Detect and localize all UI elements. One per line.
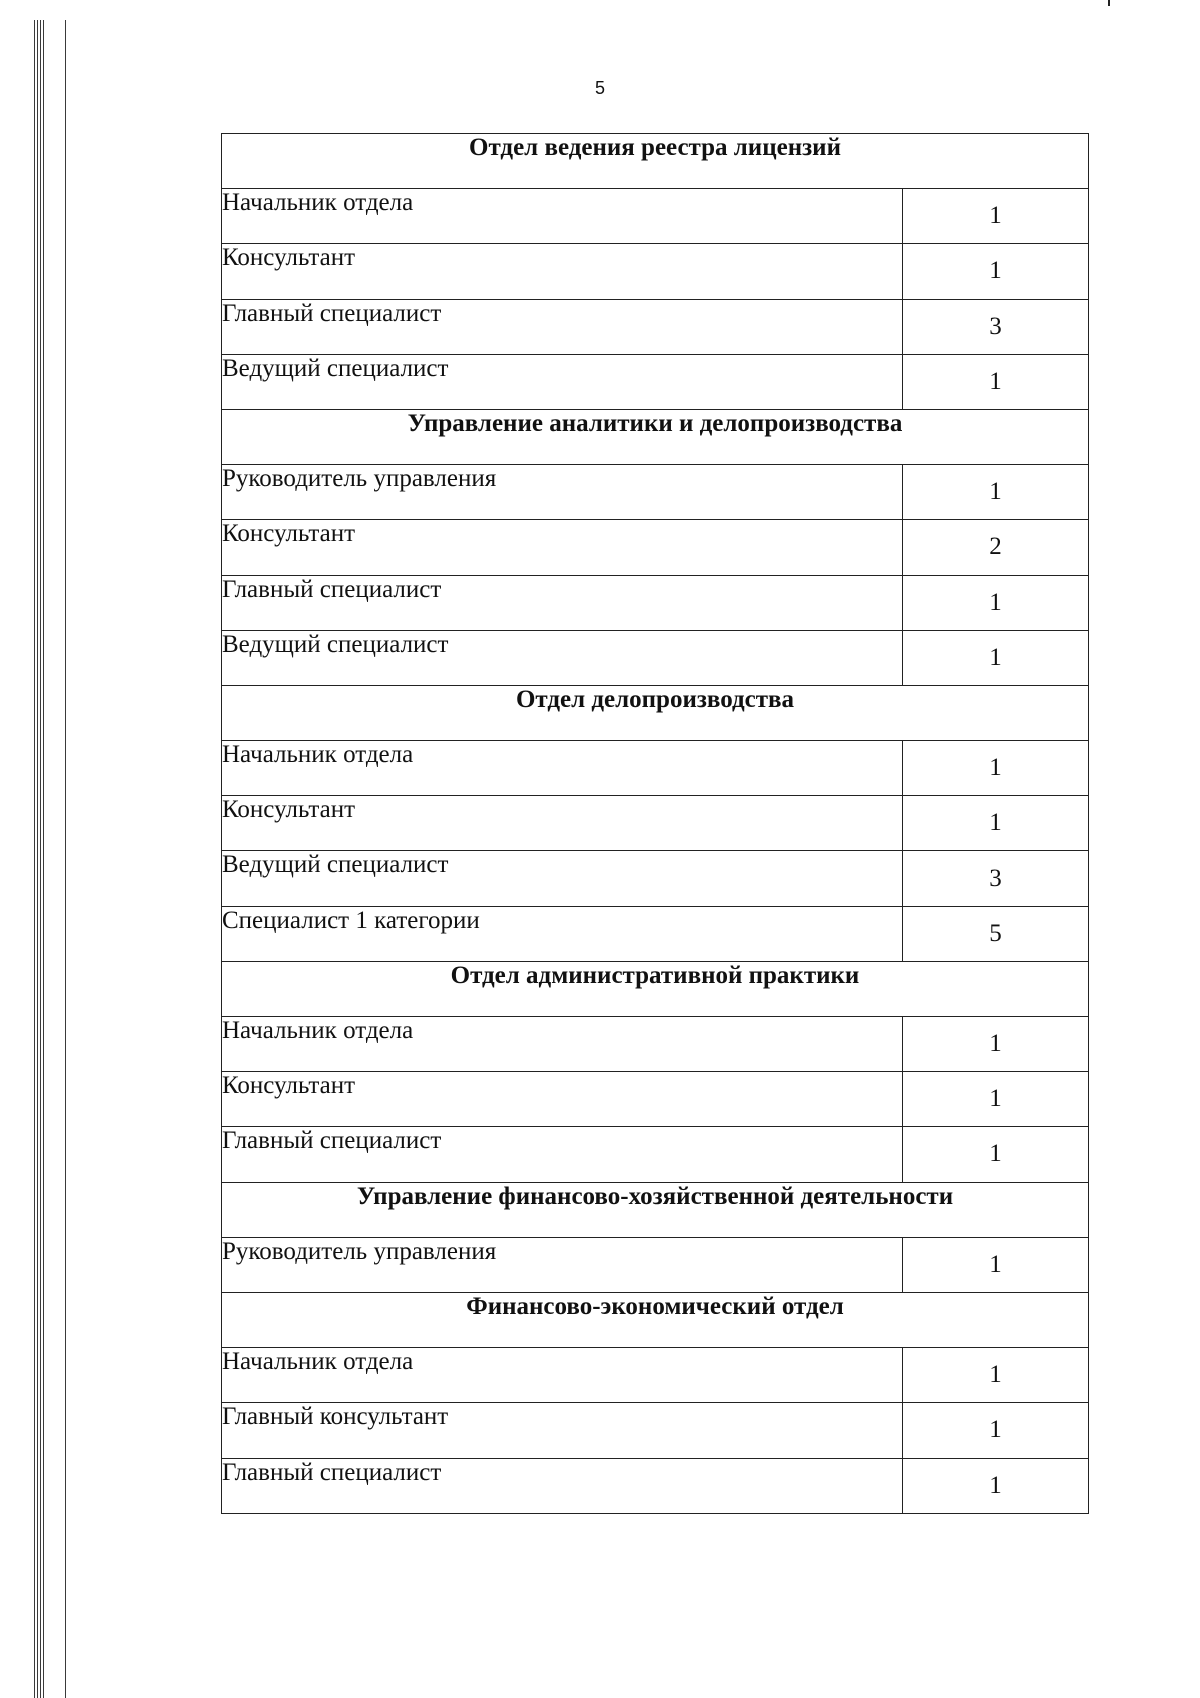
position-cell: Консультант — [222, 244, 903, 299]
position-cell: Консультант — [222, 1072, 903, 1127]
table-row — [222, 244, 1089, 299]
scan-corner-mark — [1108, 0, 1110, 6]
table-row — [222, 575, 1089, 630]
position-cell: Начальник отдела — [222, 741, 903, 796]
position-cell: Главный специалист — [222, 299, 903, 354]
count-cell: 1 — [903, 1348, 1089, 1403]
table-row — [222, 1127, 1089, 1182]
section-title: Финансово-экономический отдел — [222, 1292, 1089, 1347]
count-cell: 1 — [903, 465, 1089, 520]
count-cell: 1 — [903, 189, 1089, 244]
staffing-table-body — [222, 134, 1089, 1514]
position-cell: Начальник отдела — [222, 1348, 903, 1403]
section-header-row — [222, 1292, 1089, 1347]
position-cell: Руководитель управления — [222, 1237, 903, 1292]
section-header-row — [222, 685, 1089, 740]
count-cell: 2 — [903, 520, 1089, 575]
position-cell: Начальник отдела — [222, 1017, 903, 1072]
count-cell: 3 — [903, 299, 1089, 354]
count-cell: 1 — [903, 1017, 1089, 1072]
section-header-row — [222, 961, 1089, 1016]
position-cell: Ведущий специалист — [222, 354, 903, 409]
section-title: Отдел ведения реестра лицензий — [222, 134, 1089, 189]
table-row — [222, 1403, 1089, 1458]
position-cell: Главный специалист — [222, 575, 903, 630]
scan-binding-edge — [34, 20, 74, 1698]
section-title: Отдел делопроизводства — [222, 685, 1089, 740]
position-cell: Главный специалист — [222, 1127, 903, 1182]
staffing-table — [221, 133, 1089, 1514]
position-cell: Главный специалист — [222, 1458, 903, 1513]
count-cell: 5 — [903, 906, 1089, 961]
table-row — [222, 906, 1089, 961]
table-row — [222, 465, 1089, 520]
table-row — [222, 630, 1089, 685]
table-row — [222, 851, 1089, 906]
table-row — [222, 1458, 1089, 1513]
table-row — [222, 520, 1089, 575]
count-cell: 1 — [903, 630, 1089, 685]
table-row — [222, 1237, 1089, 1292]
position-cell: Консультант — [222, 520, 903, 575]
position-cell: Консультант — [222, 796, 903, 851]
count-cell: 1 — [903, 575, 1089, 630]
table-row — [222, 1348, 1089, 1403]
count-cell: 3 — [903, 851, 1089, 906]
table-row — [222, 1017, 1089, 1072]
position-cell: Начальник отдела — [222, 189, 903, 244]
count-cell: 1 — [903, 1127, 1089, 1182]
section-title: Отдел административной практики — [222, 961, 1089, 1016]
count-cell: 1 — [903, 1458, 1089, 1513]
count-cell: 1 — [903, 244, 1089, 299]
position-cell: Главный консультант — [222, 1403, 903, 1458]
table-row — [222, 741, 1089, 796]
table-row — [222, 1072, 1089, 1127]
position-cell: Специалист 1 категории — [222, 906, 903, 961]
section-title: Управление финансово-хозяйственной деятельности — [222, 1182, 1089, 1237]
count-cell: 1 — [903, 741, 1089, 796]
section-title: Управление аналитики и делопроизводства — [222, 409, 1089, 464]
count-cell: 1 — [903, 354, 1089, 409]
count-cell: 1 — [903, 1237, 1089, 1292]
table-row — [222, 299, 1089, 354]
section-header-row — [222, 409, 1089, 464]
table-row — [222, 796, 1089, 851]
count-cell: 1 — [903, 796, 1089, 851]
section-header-row — [222, 134, 1089, 189]
position-cell: Ведущий специалист — [222, 851, 903, 906]
table-row — [222, 189, 1089, 244]
count-cell: 1 — [903, 1403, 1089, 1458]
table-row — [222, 354, 1089, 409]
count-cell: 1 — [903, 1072, 1089, 1127]
position-cell: Руководитель управления — [222, 465, 903, 520]
position-cell: Ведущий специалист — [222, 630, 903, 685]
page-number: 5 — [594, 78, 605, 98]
section-header-row — [222, 1182, 1089, 1237]
